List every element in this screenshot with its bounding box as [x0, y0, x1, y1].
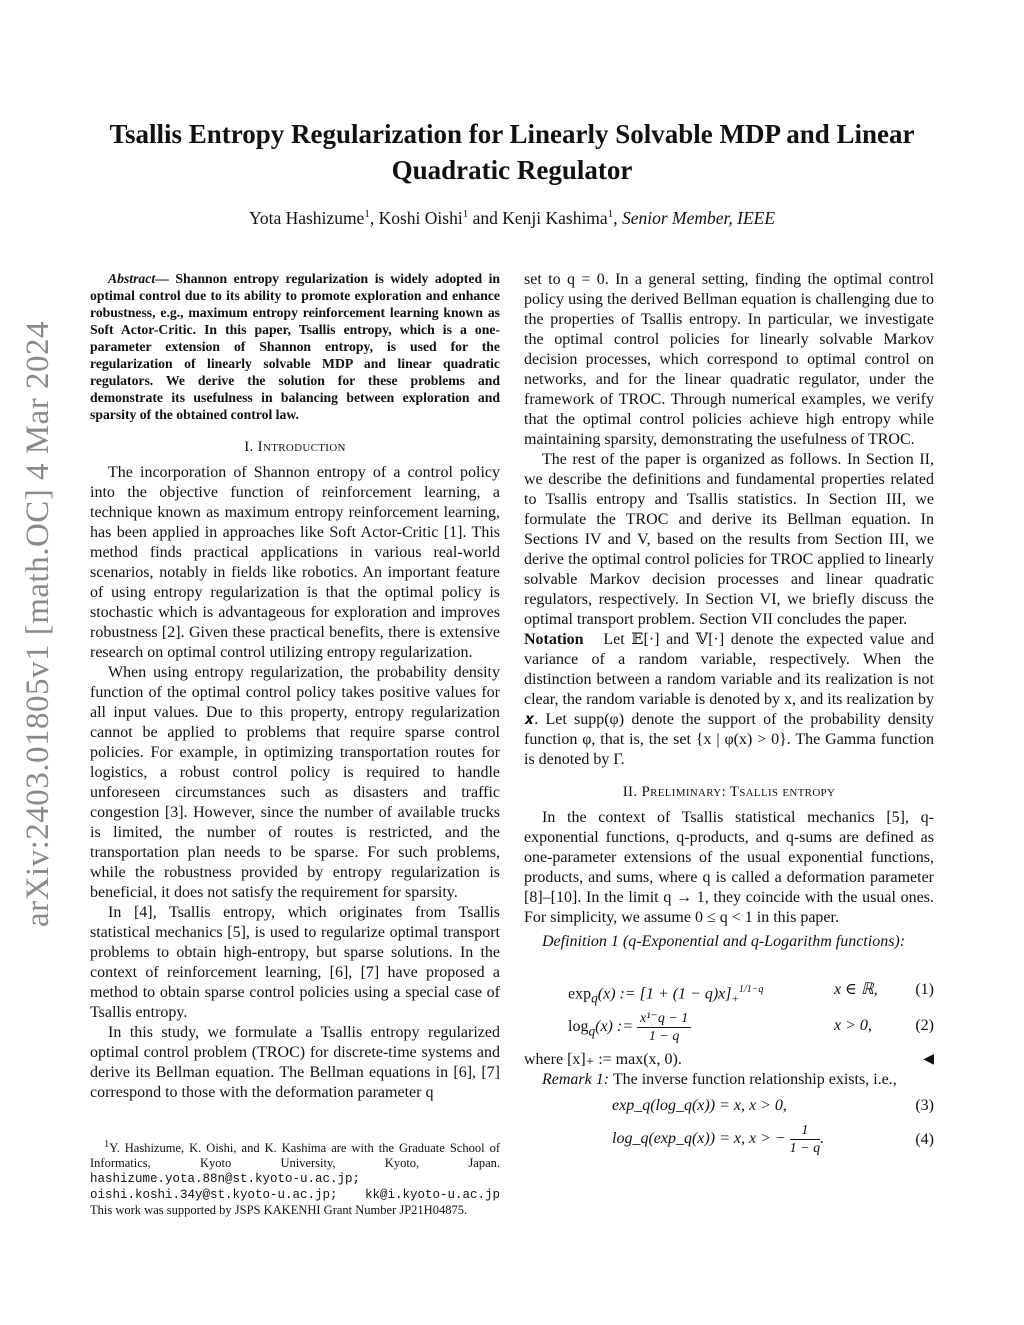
email-link[interactable]: oishi.koshi.34y@st.kyoto-u.ac.jp; [90, 1188, 338, 1203]
equation-3 [524, 1094, 934, 1120]
email-link[interactable]: hashizume.yota.88n@st.kyoto-u.ac.jp; [90, 1172, 361, 1187]
eq-sub: + [731, 993, 739, 1006]
abstract-label: Abstract [108, 271, 156, 286]
eq-sub: q [588, 1023, 596, 1039]
footnote-mark: 1 [104, 1139, 110, 1150]
left-column [90, 270, 500, 1103]
remark-label: Remark 1: [542, 1071, 610, 1088]
email-link[interactable]: kk@i.kyoto-u.ac.jp [364, 1188, 500, 1203]
author-2: Koshi Oishi [378, 208, 463, 228]
affil-mark: 1 [364, 208, 370, 221]
eq-condition: x > 0, [834, 1017, 872, 1034]
remark [524, 1070, 934, 1090]
section-title: Introduction [257, 439, 346, 455]
right-column [524, 270, 934, 1164]
section-heading-introduction [90, 437, 500, 457]
section-title: Preliminary: Tsallis entropy [641, 784, 836, 800]
eq-number: (4) [915, 1131, 934, 1148]
body-paragraph: The rest of the paper is organized as follows. In Section II, we describe the definitions and fundamental properties related to Tsallis entropy and Tsallis statistics. In Section III, we formulate the TROC and derive its Bellman equation. In Sections IV and V, based on the results from Section III, we derive the optimal control policies for TROC applied to linearly solvable Markov decision processes and linear quadratic regulators, respectively. In Section VI, we briefly discuss the optimal transport problem. Section VII concludes the paper. [524, 451, 934, 628]
arxiv-side-label: arXiv:2403.01805v1 [math.OC] 4 Mar 2024 [20, 320, 56, 928]
abstract-text: — Shannon entropy regularization is widely adopted in optimal control due to its ability to promote exploration and enhance robustness, e.g., maximum entropy reinforcement learning known as Soft Actor-Critic. In this paper, Tsallis entropy, which is a one-parameter extension of Shannon entropy, is used for the regularization of linearly solvable MDP and linear quadratic regulators. We derive the solution for these problems and demonstrate its usefulness in balancing between exploration and sparsity of the obtained control law. [90, 271, 500, 422]
author-role: Senior Member, IEEE [621, 208, 776, 228]
notation-text: Let 𝔼[·] and 𝕍[·] denote the expected value and variance of a random variable, respectively. When the distinction between a random variable and its realization is not clear, the random variable is denoted by x, and its realization by 𝒙. Let supp(φ) denote the support of the probability density function φ, that is, the set {x | φ(x) > 0}. The Gamma function is denoted by Γ. [524, 631, 935, 768]
eq-exp: 1 [738, 984, 744, 995]
eq-number: (2) [915, 1017, 934, 1034]
eq-text: log [568, 1018, 589, 1036]
intro-paragraph: In this study, we formulate a Tsallis entropy regularized optimal control problem (TROC) for discrete-time systems and derive its Bellman equation. The Bellman equations in [6], [7] correspond to those with the deformation parameter q [90, 1024, 500, 1101]
affil-mark: 1 [607, 208, 614, 221]
section-number: I. [244, 439, 258, 455]
eq-numerator: x¹⁻q − 1 [637, 1010, 691, 1028]
abstract [90, 270, 500, 423]
eq-text: exp_q(log_q(x)) = x, x > 0, [612, 1097, 787, 1114]
where-text: where [x]₊ := max(x, 0). [524, 1051, 682, 1068]
notation-label: Notation [524, 631, 584, 648]
end-of-definition-icon: ◀ [923, 1052, 934, 1067]
paper-title: Tsallis Entropy Regularization for Linearly Solvable MDP and Linear Quadratic Regulator [109, 119, 915, 185]
where-clause [524, 1050, 934, 1070]
footnote [90, 1137, 500, 1218]
eq-exp: 1−q [746, 984, 764, 995]
equation-2 [524, 1008, 934, 1048]
eq-number: (1) [915, 981, 934, 998]
eq-sub: q [591, 990, 598, 1006]
eq-text: (x) := [595, 1018, 634, 1036]
intro-paragraph: When using entropy regularization, the probability density function of the optimal control policy takes positive values for all input values. Due to this property, entropy regularization cannot be applied to problems that require sparse control policies. For example, in optimizing transportation routes for logistics, a robust control policy is required to handle unforeseen circumstances such as disasters and traffic congestion [3]. However, since the number of available trucks is limited, the number of routes is restricted, and the transportation plan needs to be sparse. For such problems, while the robustness provided by entropy regularization is beneficial, it does not satisfy the requirement for sparsity. [90, 664, 500, 901]
equation-4: log_q(exp_q(x)) = x, x > − $\frac{1}{1 - q}$ . (4) [612, 1123, 934, 1156]
body-paragraph: In the context of Tsallis statistical mechanics [5], q-exponential functions, q-products, and q-sums are defined as one-parameter extensions of the usual exponential functions, products, and sums, where q is called a deformation parameter [8]–[10]. In the limit q → 1, they coincide with the usual ones. For simplicity, we assume 0 ≤ q < 1 in this paper. [524, 809, 934, 926]
affil-mark: 1 [462, 208, 469, 221]
author-1: Yota Hashizume [248, 208, 365, 228]
funding-text: This work was supported by JSPS KAKENHI Grant Number JP21H04875. [90, 1203, 468, 1218]
eq-text: log_q(exp_q(x)) = x, x > − [612, 1130, 786, 1148]
body-paragraph: set to q = 0. In a general setting, finding the optimal control policy using the derived Bellman equation is challenging due to the properties of Tsallis entropy. In particular, we investigate the optimal control policies for linearly solvable Markov decision processes, which correspond to optimal control on networks, and for the linear quadratic regulator, under the framework of TROC. Through numerical examples, we verify that the optimal control policies achieve high entropy while maintaining sparsity, demonstrating the usefulness of TROC. [524, 271, 934, 448]
section-number: II. [622, 784, 642, 800]
equation-1: $\exp_q(x)$ := $[1 + (1 - q)x]_+^{1/1-q}$ x ∈ ℝ, (1) [568, 981, 934, 1006]
eq-condition: x ∈ ℝ, [834, 981, 878, 998]
author-3: Kenji Kashima [502, 208, 608, 228]
footnote-text: Y. Hashizume, K. Oishi, and K. Kashima are with the Graduate School of Informatics, Kyoto University, Kyoto, Japan. [90, 1141, 500, 1171]
intro-paragraph: The incorporation of Shannon entropy of a control policy into the objective function of reinforcement learning, a technique known as maximum entropy reinforcement learning, has been applied in approaches like Soft Actor-Critic [1]. This method finds practical applications in various real-world scenarios, notably in fields like robotics. An important feature of using entropy regularization is that the optimal policy is stochastic which is advantageous for exploration and improves robustness [2]. Given these practical benefits, there is extensive research on optimal control utilizing entropy regularization. [90, 464, 500, 661]
eq-denominator: 1 − q [789, 1141, 821, 1156]
eq-text: exp [568, 985, 592, 1003]
section-heading-preliminary [524, 782, 934, 802]
notation-paragraph [524, 630, 934, 770]
definition-heading: Definition 1 (q-Exponential and q-Logarithm functions): [542, 933, 906, 950]
eq-denominator: 1 − q [648, 1029, 680, 1044]
author-line: Yota Hashizume$^1$, Koshi Oishi$^1$ and Kenji Kashima$^1$, Senior Member, IEEE [248, 208, 776, 228]
remark-text: The inverse function relationship exists, i.e., [612, 1071, 897, 1088]
eq-number: (3) [915, 1097, 934, 1114]
eq-numerator: 1 [790, 1122, 820, 1140]
intro-paragraph: In [4], Tsallis entropy, which originates from Tsallis statistical mechanics [5], is used to regularize optimal transport problems to obtain high-entropy, but sparse solutions. In the context of reinforcement learning, [6], [7] have proposed a method to obtain sparse control policies using a special case of Tsallis entropy. [90, 904, 500, 1021]
eq-text: (x) := [1 + (1 − q)x] [597, 985, 732, 1003]
